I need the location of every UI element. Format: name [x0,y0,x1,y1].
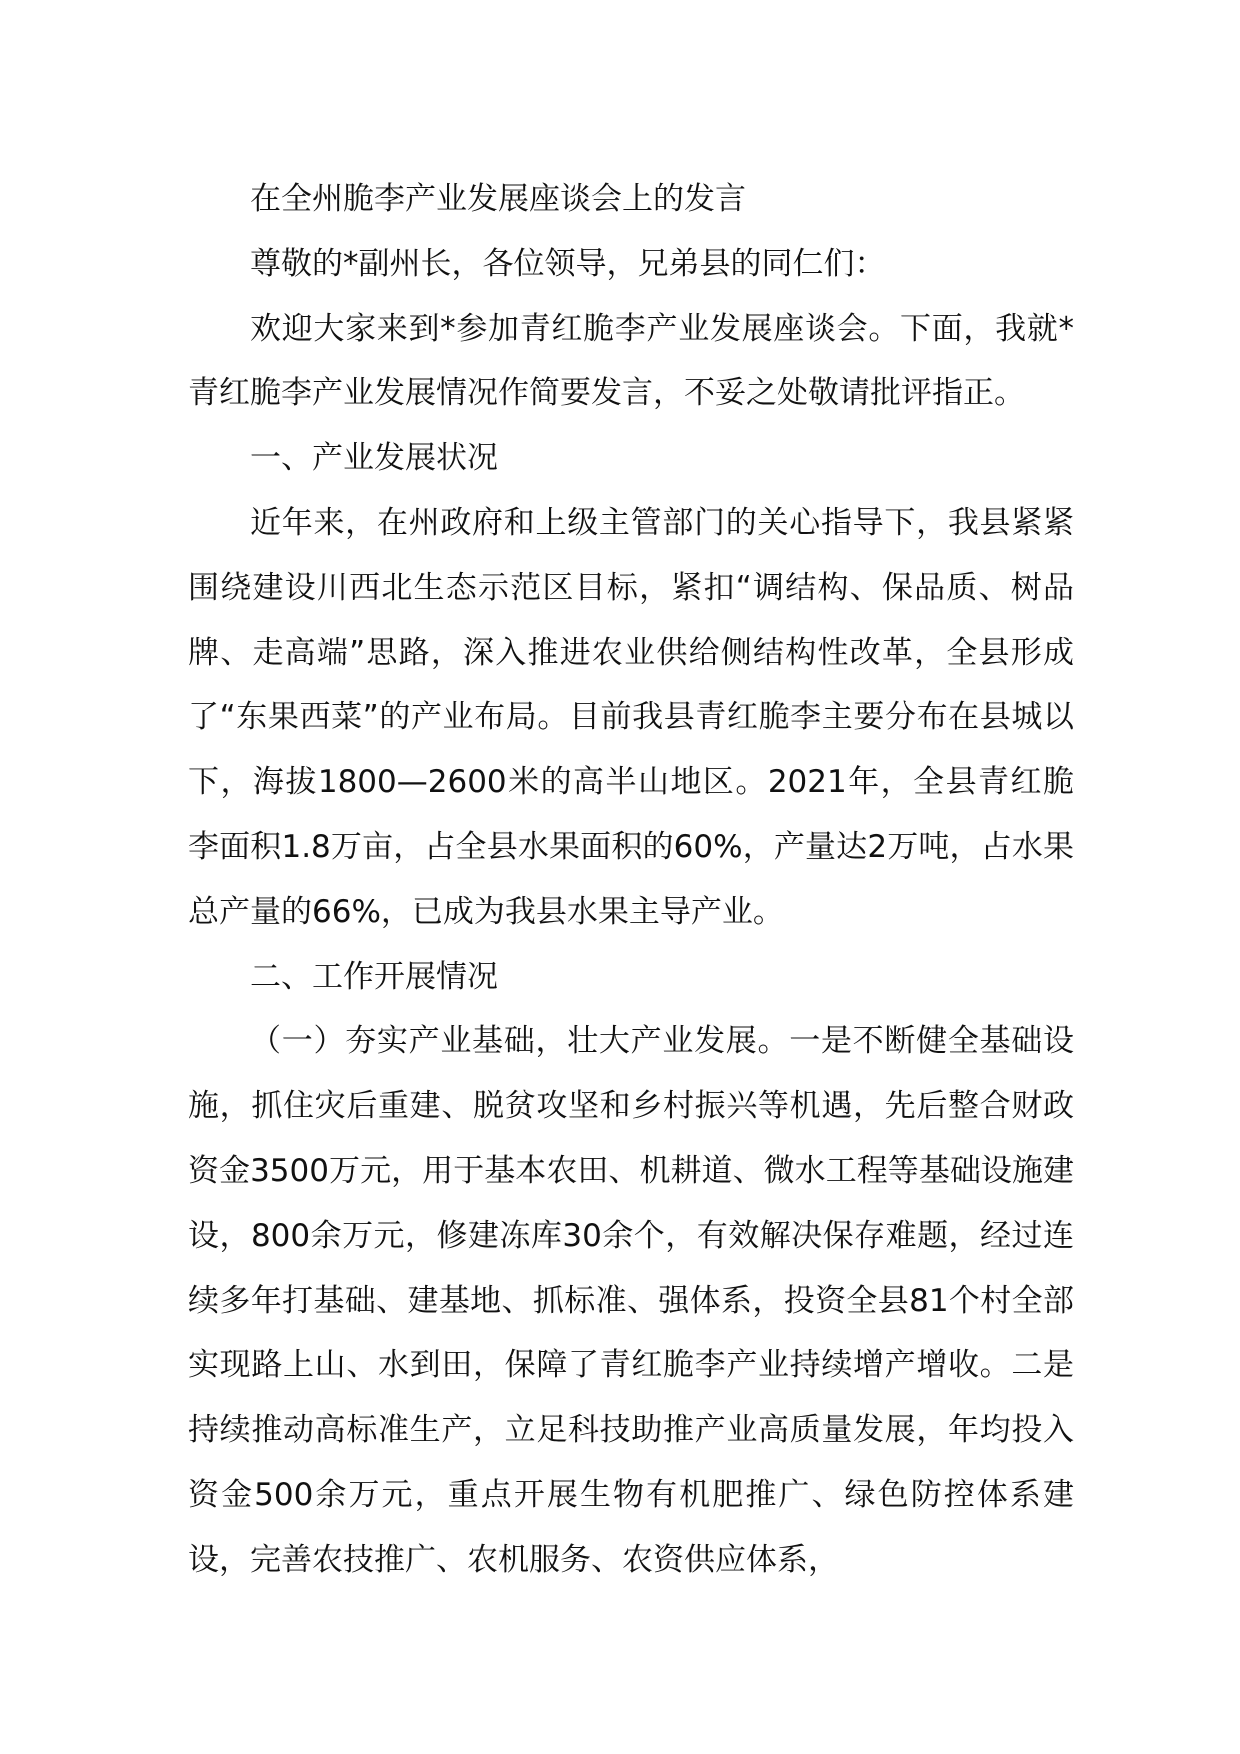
section-heading-1: 一、产业发展状况 [250,440,498,477]
intro-paragraph: 欢迎大家来到*参加青红脆李产业发展座谈会。下面，我就*青红脆李产业发展情况作简要发言，不妥之处敬请批评指正。 [188,310,1074,412]
document-title: 在全州脆李产业发展座谈会上的发言 [250,181,746,217]
section-2-paragraph: （一）夯实产业基础，壮大产业发展。一是不断健全基础设施，抓住灾后重建、脱贫攻坚和乡村振兴等机遇，先后整合财政资金3500万元，用于基本农田、机耕道、微水工程等基础设施建设，800余万元，修建冻库30余个，有效解决保存难题，经过连续多年打基础、建基地、抓标准、强体系，投资全县81个村全部实现路上山、水到田，保障了青红脆李产业持续增产增收。二是持续推动高标准生产，立足科技助推产业高质量发展，年均投入资金500余万元，重点开展生物有机肥推广、绿色防控体系建设，完善农技推广、农机服务、农资供应体系， [188,1023,1074,1578]
salutation: 尊敬的*副州长，各位领导，兄弟县的同仁们： [250,245,886,282]
section-heading-2: 二、工作开展情况 [250,958,498,995]
section-1-paragraph: 近年来，在州政府和上级主管部门的关心指导下，我县紧紧围绕建设川西北生态示范区目标，紧扣“调结构、保品质、树品牌、走高端”思路，深入推进农业供给侧结构性改革，全县形成了“东果西菜”的产业布局。目前我县青红脆李主要分布在县城以下，海拔1800—2600米的高半山地区。2021年，全县青红脆李面积1.8万亩，占全县水果面积的60%，产量达2万吨，占水果总产量的66%，已成为我县水果主导产业。 [188,504,1074,930]
document-body [188,167,1074,1593]
